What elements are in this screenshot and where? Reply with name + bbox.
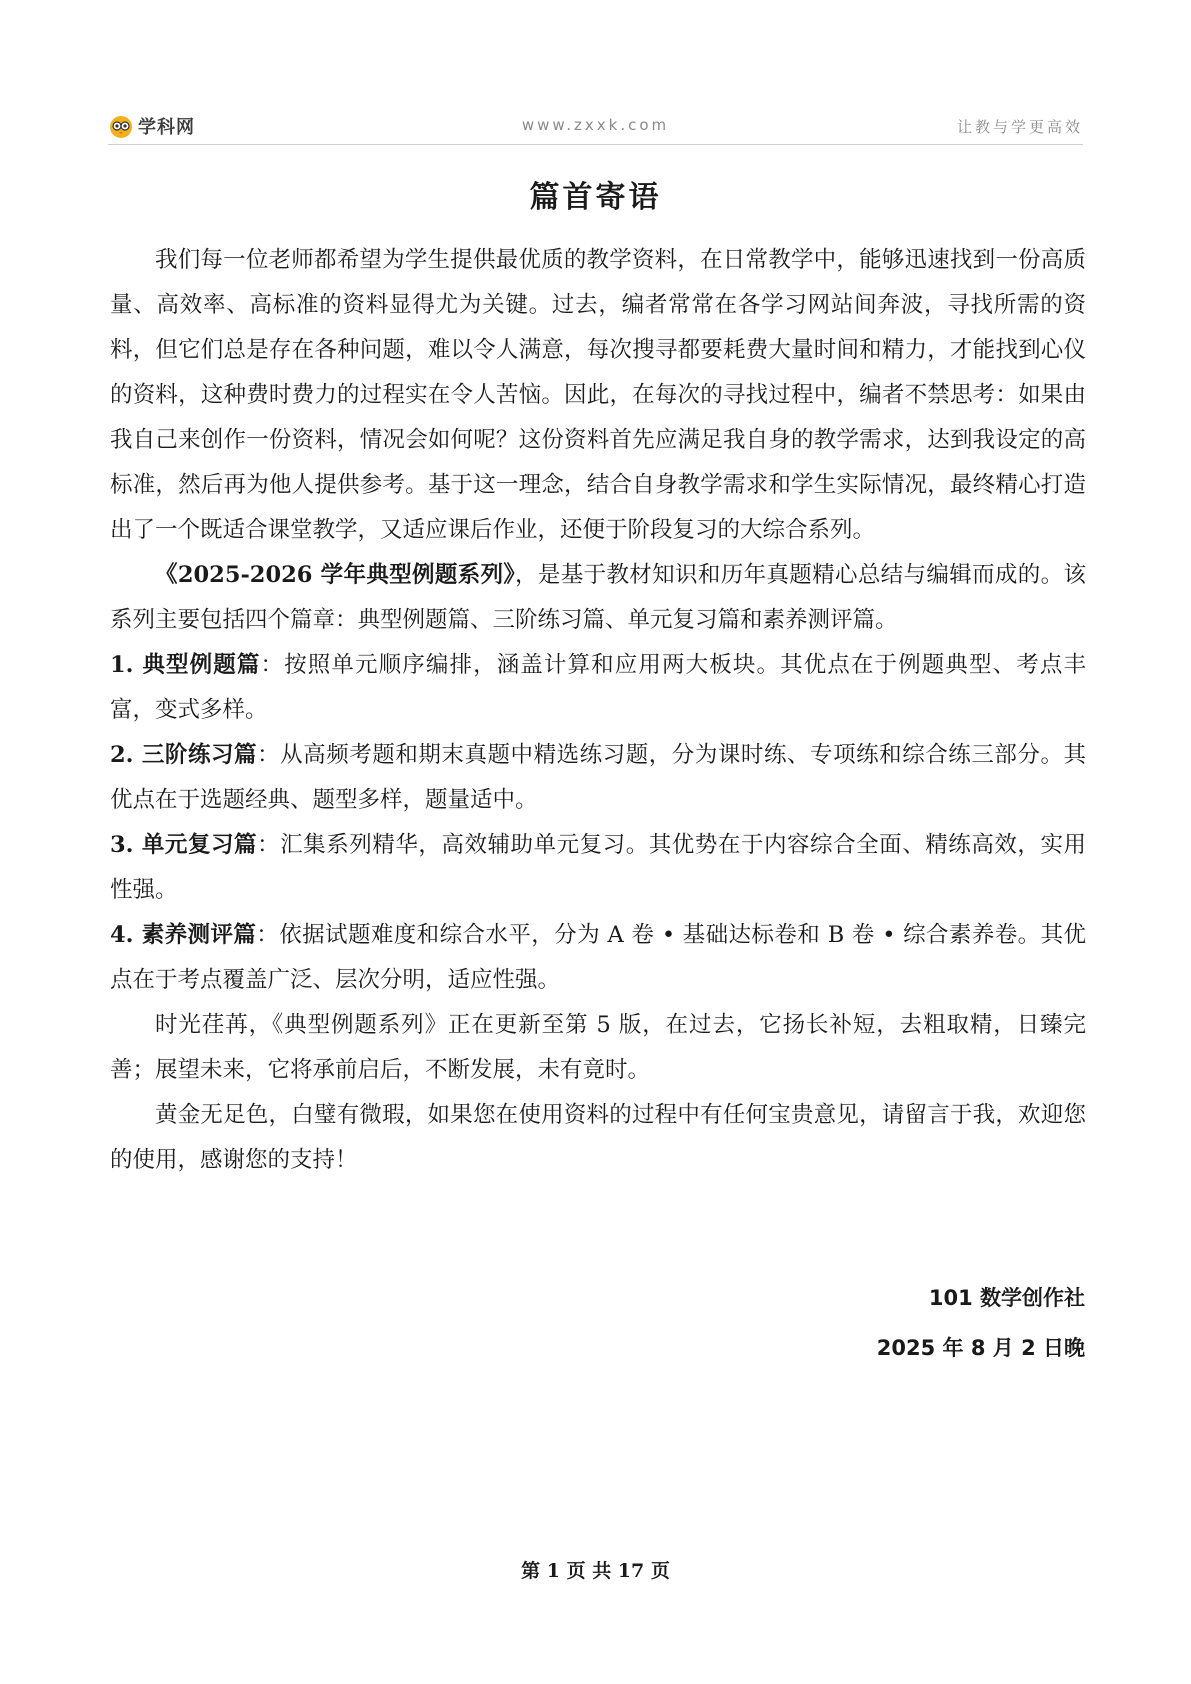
list-item (110, 643, 1086, 733)
site-slogan: 让教与学更高效 (956, 118, 1083, 136)
list-item-text: ：汇集系列精华，高效辅助单元复习。其优势在于内容综合全面、精练高效，实用性强。 (110, 832, 1086, 903)
page-title: 篇首寄语 (529, 180, 662, 215)
page-number: 第 1 页 共 17 页 (521, 1560, 670, 1582)
page-header (108, 108, 1083, 145)
list-item (110, 823, 1086, 913)
list-item (110, 913, 1086, 1003)
signature-date: 2025 年 8 月 2 日晚 (876, 1336, 1085, 1360)
outlook-paragraph: 时光荏苒，《典型例题系列》正在更新至第 5 版，在过去，它扬长补短，去粗取精，日臻完善；展望未来，它将承前启后，不断发展，未有竟时。 (110, 1012, 1086, 1083)
list-item-label: 3. 单元复习篇 (110, 832, 258, 858)
document-body (110, 238, 1086, 1183)
series-description: ，是基于教材知识和历年真题精心总结与编辑而成的。该系列主要包括四个篇章：典型例题篇、三阶练习篇、单元复习篇和素养测评篇。 (110, 562, 1086, 633)
list-item-label: 2. 三阶练习篇 (110, 742, 258, 768)
series-name: 《2025-2026 学年典型例题系列》 (155, 562, 516, 588)
list-item-text: ：依据试题难度和综合水平，分为 A 卷 • 基础达标卷和 B 卷 • 综合素养卷。其优点在于考点覆盖广泛、层次分明，适应性强。 (110, 922, 1086, 993)
series-paragraph (110, 553, 1086, 643)
logo-text: 学科网 (138, 117, 195, 138)
closing-paragraph: 黄金无足色，白璧有微瑕，如果您在使用资料的过程中有任何宝贵意见，请留言于我，欢迎您的使用，感谢您的支持！ (110, 1102, 1086, 1173)
list-item-text: ：按照单元顺序编排，涵盖计算和应用两大板块。其优点在于例题典型、考点丰富，变式多样。 (110, 652, 1086, 723)
list-item-text: ：从高频考题和期末真题中精选练习题，分为课时练、专项练和综合练三部分。其优点在于选题经典、题型多样，题量适中。 (110, 742, 1086, 813)
signature-author: 101 数学创作社 (928, 1286, 1085, 1310)
intro-paragraph: 我们每一位老师都希望为学生提供最优质的教学资料，在日常教学中，能够迅速找到一份高质量、高效率、高标准的资料显得尤为关键。过去，编者常常在各学习网站间奔波，寻找所需的资料，但它们总是存在各种问题，难以令人满意，每次搜寻都要耗费大量时间和精力，才能找到心仪的资料，这种费时费力的过程实在令人苦恼。因此，在每次的寻找过程中，编者不禁思考：如果由我自己来创作一份资料，情况会如何呢？这份资料首先应满足我自身的教学需求，达到我设定的高标准，然后再为他人提供参考。基于这一理念，结合自身教学需求和学生实际情况，最终精心打造出了一个既适合课堂教学，又适应课后作业，还便于阶段复习的大综合系列。 (110, 247, 1086, 543)
list-item-label: 4. 素养测评篇 (110, 922, 257, 948)
list-item-label: 1. 典型例题篇 (110, 652, 261, 678)
site-url[interactable]: www.zxxk.com (521, 116, 670, 134)
list-item (110, 733, 1086, 823)
